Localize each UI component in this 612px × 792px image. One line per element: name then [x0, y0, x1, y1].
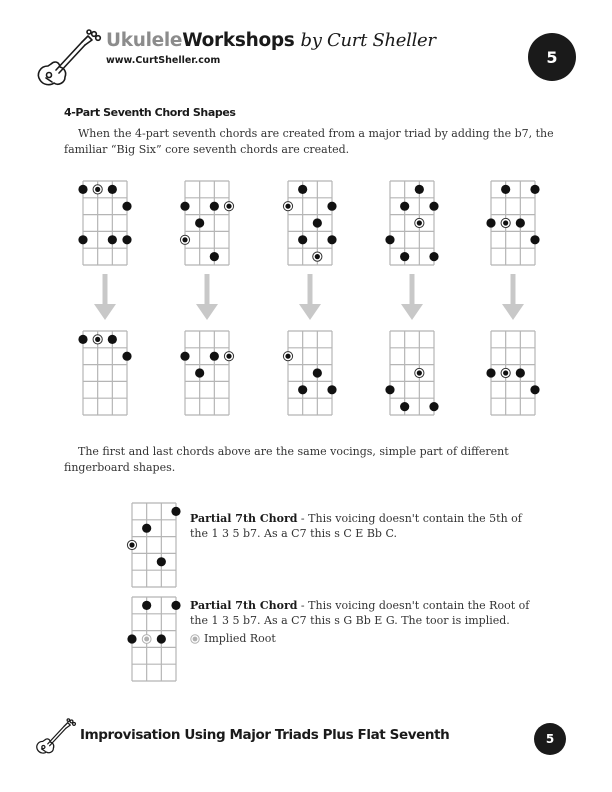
partial-chord-title: Partial 7th Chord	[190, 599, 298, 612]
ukulele-logo-icon	[34, 28, 106, 90]
finger-dot	[122, 352, 131, 361]
finger-dot	[400, 252, 409, 261]
chord-diagram-partial-no-root	[124, 589, 184, 689]
finger-dot	[327, 385, 336, 394]
finger-dot	[429, 202, 438, 211]
finger-dot	[171, 507, 180, 516]
page-number-badge: 5	[528, 33, 576, 81]
finger-dot	[127, 634, 136, 643]
chord-diagram-seventh-chord-3	[280, 323, 340, 423]
finger-dot	[429, 402, 438, 411]
finger-dot	[108, 235, 117, 244]
finger-dot	[516, 218, 525, 227]
implied-root-icon	[190, 634, 200, 644]
finger-dot	[327, 235, 336, 244]
finger-dot	[78, 235, 87, 244]
finger-dot	[313, 368, 322, 377]
partial-chord-text: - This voicing doesn't contain the 5th of the 1 3 5 b7. As a C7 this s C E Bb C.	[190, 512, 522, 540]
finger-dot	[108, 185, 117, 194]
chord-diagram-seventh-chord-2	[177, 323, 237, 423]
footer-title: Improvisation Using Major Triads Plus Flat Seventh	[80, 727, 450, 743]
finger-dot	[385, 235, 394, 244]
implied-root-legend	[190, 632, 276, 645]
finger-dot	[180, 352, 189, 361]
root-dot	[501, 368, 510, 377]
finger-dot	[298, 235, 307, 244]
finger-dot	[157, 634, 166, 643]
partial-chord-description-2	[190, 598, 540, 628]
footer-page-number: 5	[534, 723, 566, 755]
root-dot	[224, 202, 233, 211]
chord-diagram-seventh-chord-1	[75, 323, 135, 423]
finger-dot	[313, 218, 322, 227]
partial-chord-description-1	[190, 511, 540, 541]
finger-dot	[195, 368, 204, 377]
root-dot	[283, 202, 292, 211]
root-dot	[501, 218, 510, 227]
chord-diagram-big-six-shape-5	[483, 173, 543, 273]
finger-dot	[171, 601, 180, 610]
finger-dot	[298, 185, 307, 194]
finger-dot	[108, 335, 117, 344]
finger-dot	[415, 185, 424, 194]
finger-dot	[142, 601, 151, 610]
note-paragraph: The first and last chords above are the same vocings, simple part of different fingerboard shapes.	[64, 445, 509, 474]
finger-dot	[157, 557, 166, 566]
root-dot	[415, 218, 424, 227]
finger-dot	[210, 202, 219, 211]
root-dot	[93, 335, 102, 344]
intro-paragraph: When the 4-part seventh chords are created from a major triad by adding the b7, the familiar “Big Six” core seventh chords are created.	[64, 127, 554, 156]
finger-dot	[400, 202, 409, 211]
down-arrow-icon	[397, 274, 427, 324]
finger-dot	[501, 185, 510, 194]
brand-byline: by Curt Sheller	[300, 30, 436, 51]
finger-dot	[210, 252, 219, 261]
finger-dot	[385, 385, 394, 394]
brand-part-workshops: Workshops	[182, 30, 295, 51]
partial-chord-title: Partial 7th Chord	[190, 512, 298, 525]
finger-dot	[429, 252, 438, 261]
root-dot	[415, 368, 424, 377]
down-arrow-icon	[90, 274, 120, 324]
implied-root-label: Implied Root	[204, 632, 276, 645]
finger-dot	[142, 524, 151, 533]
chord-diagram-seventh-chord-4	[382, 323, 442, 423]
chord-diagram-big-six-shape-4	[382, 173, 442, 273]
finger-dot	[180, 202, 189, 211]
website-url: www.CurtSheller.com	[106, 55, 221, 66]
finger-dot	[400, 402, 409, 411]
chord-diagram-big-six-shape-2	[177, 173, 237, 273]
partial-chord-text: - This voicing doesn't contain the Root of the 1 3 5 b7. As a C7 this s G Bb E G. The toor is implied.	[190, 599, 530, 627]
brand-part-ukulele: Ukulele	[106, 30, 183, 51]
root-dot	[283, 352, 292, 361]
finger-dot	[486, 368, 495, 377]
root-dot	[224, 352, 233, 361]
down-arrow-icon	[192, 274, 222, 324]
finger-dot	[298, 385, 307, 394]
root-dot	[127, 540, 136, 549]
finger-dot	[530, 185, 539, 194]
finger-dot	[78, 335, 87, 344]
section-title: 4-Part Seventh Chord Shapes	[64, 106, 236, 119]
finger-dot	[530, 385, 539, 394]
implied-root-dot	[142, 635, 151, 644]
chord-diagram-partial-no-fifth	[124, 495, 184, 595]
finger-dot	[78, 185, 87, 194]
brand-title	[106, 30, 436, 51]
down-arrow-icon	[295, 274, 325, 324]
ukulele-footer-icon	[34, 714, 79, 760]
root-dot	[313, 252, 322, 261]
finger-dot	[122, 202, 131, 211]
finger-dot	[195, 218, 204, 227]
root-dot	[180, 235, 189, 244]
chord-diagram-big-six-shape-1	[75, 173, 135, 273]
finger-dot	[530, 235, 539, 244]
finger-dot	[122, 235, 131, 244]
finger-dot	[516, 368, 525, 377]
chord-diagram-big-six-shape-3	[280, 173, 340, 273]
down-arrow-icon	[498, 274, 528, 324]
finger-dot	[327, 202, 336, 211]
chord-diagram-seventh-chord-5	[483, 323, 543, 423]
finger-dot	[486, 218, 495, 227]
root-dot	[93, 185, 102, 194]
finger-dot	[210, 352, 219, 361]
